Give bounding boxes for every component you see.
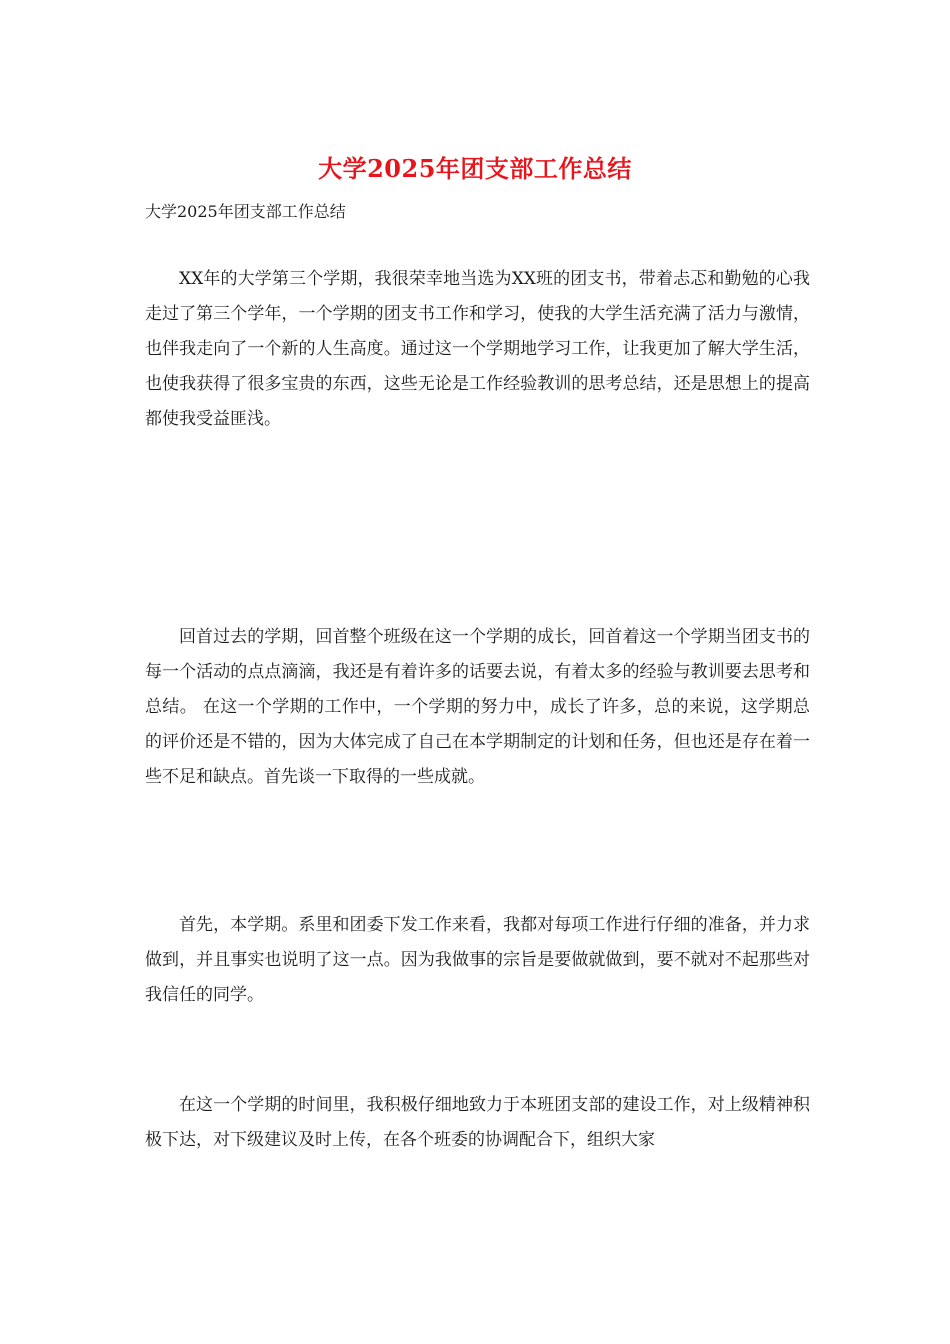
document-subtitle: 大学2025年团支部工作总结 — [145, 202, 346, 221]
paragraph: 首先，本学期。系里和团委下发工作来看，我都对每项工作进行仔细的准备，并力求做到，并且事实也说明了这一点。因为我做事的宗旨是要做就做到，要不就对不起那些对我信任的同学。 — [145, 915, 810, 1005]
paragraph: 在这一个学期的时间里，我积极仔细地致力于本班团支部的建设工作，对上级精神积极下达，对下级建议及时上传，在各个班委的协调配合下，组织大家 — [145, 1095, 810, 1150]
paragraph: 回首过去的学期，回首整个班级在这一个学期的成长，回首着这一个学期当团支书的每一个活动的点点滴滴，我还是有着许多的话要去说，有着太多的经验与教训要去思考和总结。 在这一个学期的工作中，一个学期的努力中，成长了许多，总的来说，这学期总的评价还是不错的，因为大体完成了自己在本学期制定的计划和任务，但也还是存在着一些不足和缺点。首先谈一下取得的一些成就。 — [145, 627, 810, 787]
paragraph: XX年的大学第三个学期，我很荣幸地当选为XX班的团支书，带着忐忑和勤勉的心我走过了第三个学年，一个学期的团支书工作和学习，使我的大学生活充满了活力与激情，也伴我走向了一个新的人生高度。通过这一个学期地学习工作，让我更加了解大学生活，也使我获得了很多宝贵的东西，这些无论是工作经验教训的思考总结，还是思想上的提高都使我受益匪浅。 — [145, 269, 810, 429]
document-title: 大学2025年团支部工作总结 — [318, 154, 632, 183]
